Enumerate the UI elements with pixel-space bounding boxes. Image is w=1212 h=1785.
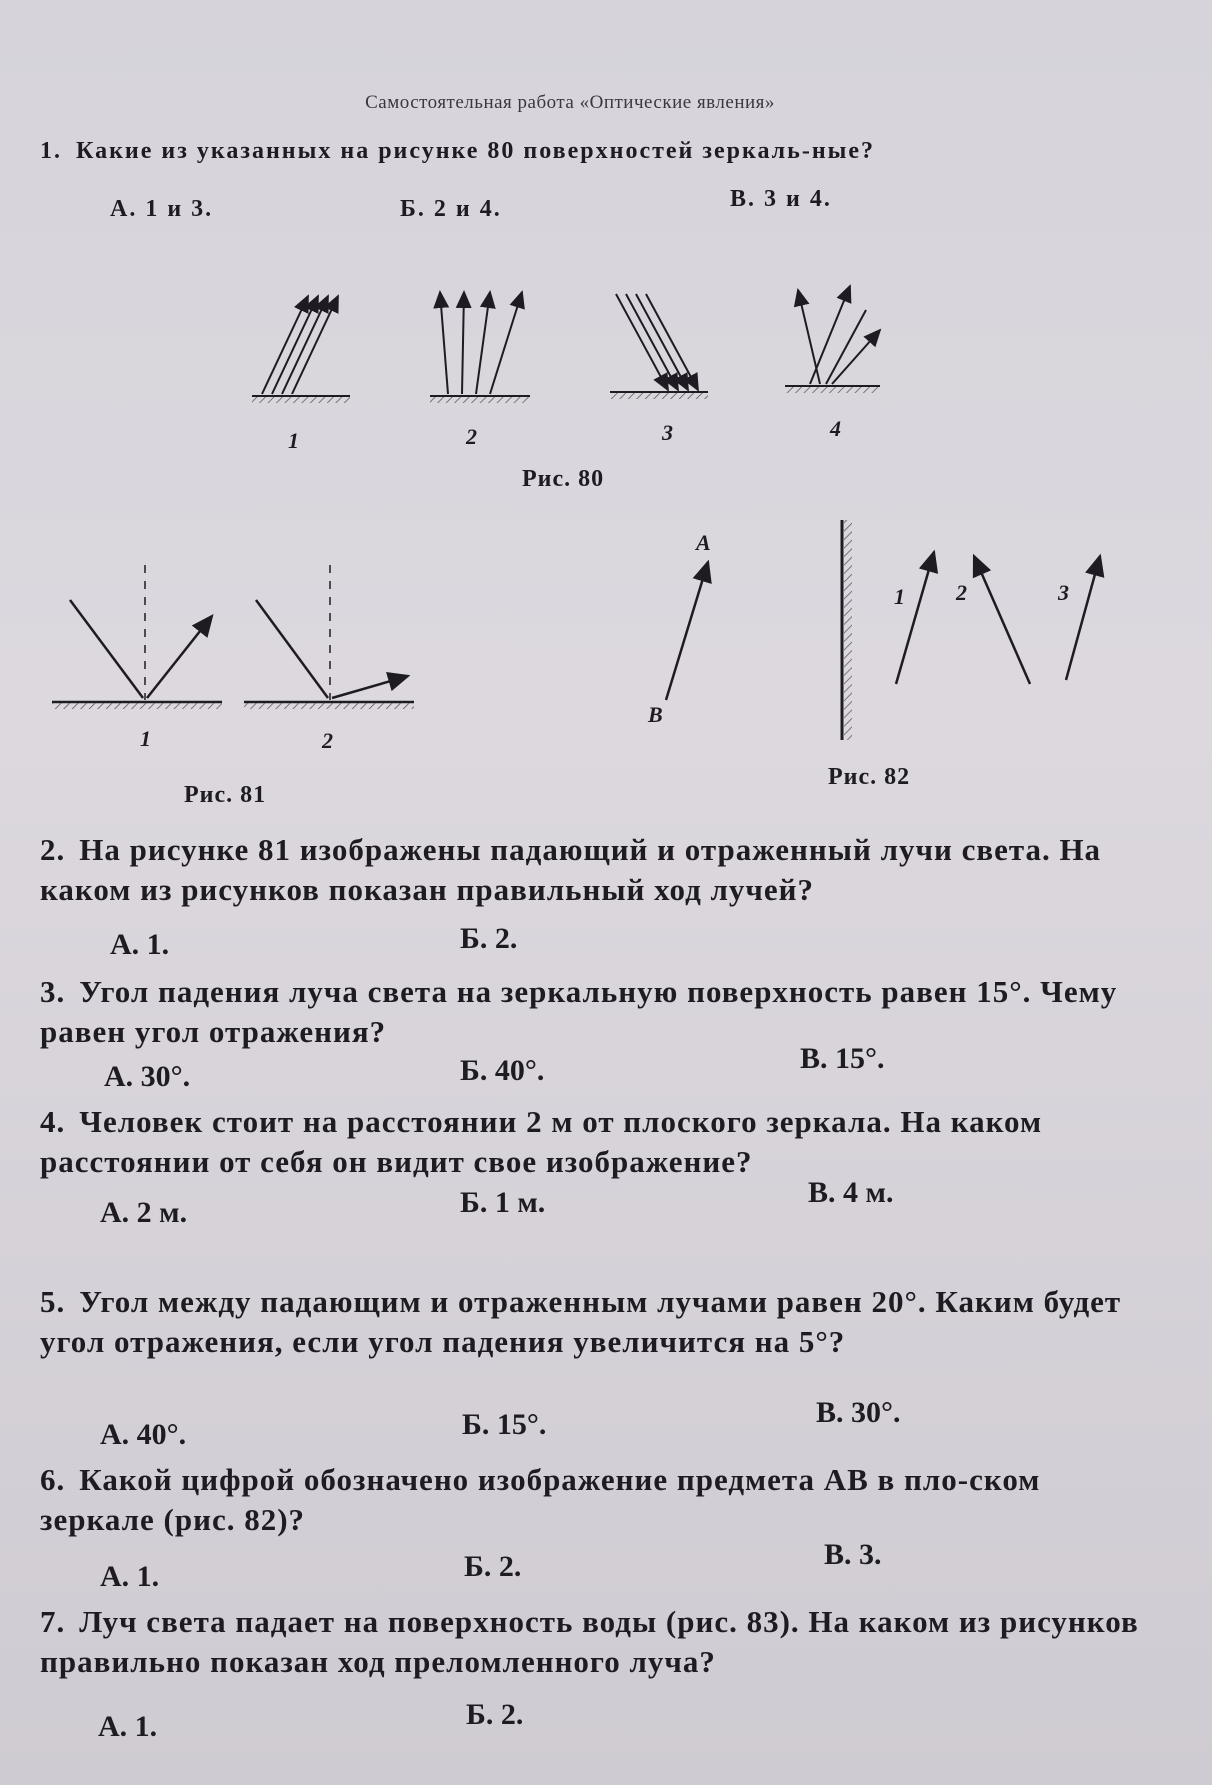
question-text: Угол падения луча света на зеркальную поверхность равен 15°. Чему равен угол отражения? — [40, 974, 1118, 1049]
question-text: Какие из указанных на рисунке 80 поверхностей зеркаль-ные? — [76, 138, 876, 164]
question-2 — [40, 830, 1160, 910]
fig82-ray-2 — [974, 556, 1030, 684]
question-text: Угол между падающим и отраженным лучами равен 20°. Каким будет угол отражения, если угол падения увеличится на 5°? — [40, 1284, 1122, 1359]
question-number: 4. — [40, 1104, 66, 1139]
question-3 — [40, 972, 1160, 1052]
fig82-caption: Рис. 82 — [828, 764, 911, 790]
question-4 — [40, 1102, 1160, 1182]
fig80-label-1: 1 — [288, 428, 299, 453]
fig82-mirror — [842, 520, 852, 740]
option-a: А. 40°. — [100, 1418, 187, 1451]
option-b: Б. 40°. — [460, 1054, 545, 1087]
question-number: 1. — [40, 138, 62, 164]
option-a: А. 1. — [100, 1560, 160, 1593]
fig82-label-2: 2 — [956, 580, 967, 605]
question-text: Луч света падает на поверхность воды (рис. 83). На каком из рисунков правильно показан ход преломленного луча? — [40, 1604, 1139, 1679]
fig82-object-ab — [666, 562, 708, 700]
option-c: В. 3 и 4. — [730, 186, 832, 212]
fig82-label-3: 3 — [1058, 580, 1069, 605]
option-b: Б. 2. — [464, 1550, 522, 1583]
fig80-label-2: 2 — [466, 424, 477, 449]
question-number: 7. — [40, 1604, 66, 1639]
fig81-label-2: 2 — [322, 728, 333, 753]
option-c: В. 3. — [824, 1538, 882, 1571]
fig80-caption: Рис. 80 — [522, 466, 605, 492]
option-c: В. 4 м. — [808, 1176, 894, 1209]
question-text: Какой цифрой обозначено изображение предмета АВ в пло-ском зеркале (рис. 82)? — [40, 1462, 1041, 1537]
question-7 — [40, 1602, 1160, 1682]
question-text: На рисунке 81 изображены падающий и отраженный лучи света. На каком из рисунков показан правильный ход лучей? — [40, 832, 1102, 907]
question-number: 2. — [40, 832, 66, 867]
fig82-label-b: B — [648, 702, 663, 727]
fig80-label-3: 3 — [662, 420, 673, 445]
option-a: А. 1. — [110, 928, 170, 961]
option-a: А. 2 м. — [100, 1196, 188, 1229]
question-5 — [40, 1282, 1160, 1362]
option-b: Б. 2 и 4. — [400, 196, 502, 222]
fig80-label-4: 4 — [830, 416, 841, 441]
fig82-ray-3 — [1066, 556, 1100, 680]
fig81-label-1: 1 — [140, 726, 151, 751]
option-b: Б. 15°. — [462, 1408, 547, 1441]
option-c: В. 15°. — [800, 1042, 885, 1075]
fig81-caption: Рис. 81 — [184, 782, 267, 808]
page-title: Самостоятельная работа «Оптические явления» — [365, 92, 775, 113]
option-c: В. 30°. — [816, 1396, 901, 1429]
question-number: 6. — [40, 1462, 66, 1497]
option-b: Б. 2. — [460, 922, 518, 955]
fig82-label-a: A — [696, 530, 711, 555]
option-a: А. 30°. — [104, 1060, 191, 1093]
question-number: 5. — [40, 1284, 66, 1319]
question-6 — [40, 1460, 1160, 1540]
option-a: А. 1. — [98, 1710, 158, 1743]
option-a: А. 1 и 3. — [110, 196, 214, 222]
option-b: Б. 2. — [466, 1698, 524, 1731]
fig82-label-1: 1 — [894, 584, 905, 609]
figure-82 — [0, 0, 1212, 800]
question-text: Человек стоит на расстоянии 2 м от плоского зеркала. На каком расстоянии от себя он видит свое изображение? — [40, 1104, 1043, 1179]
option-b: Б. 1 м. — [460, 1186, 546, 1219]
fig82-ray-1 — [896, 552, 934, 684]
question-number: 3. — [40, 974, 66, 1009]
